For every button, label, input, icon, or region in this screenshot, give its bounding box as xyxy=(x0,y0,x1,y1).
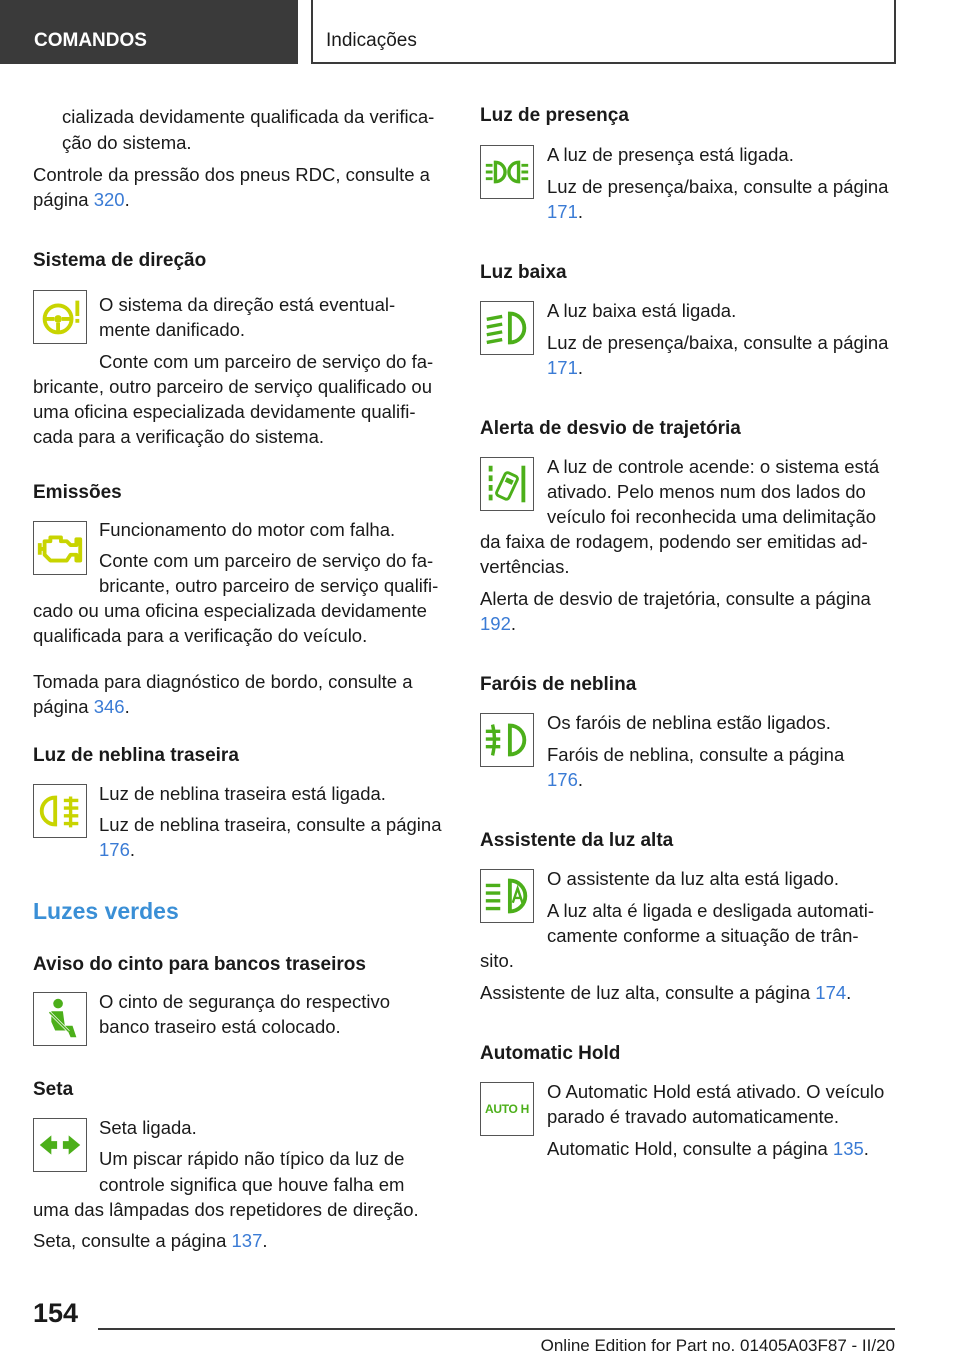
steering-heading: Sistema de direção xyxy=(33,250,207,271)
steering-text: Conte com um parceiro de serviço do fa- xyxy=(99,351,434,372)
emissions-text: Conte com um parceiro de serviço do fa- xyxy=(99,550,434,571)
turn-text: uma das lâmpadas dos repetidores de direção. xyxy=(33,1199,419,1220)
hba-ref: Assistente de luz alta, consulte a página 174. xyxy=(480,982,852,1003)
belt-text: O cinto de segurança do respectivo xyxy=(99,991,391,1012)
lane-text: veículo foi reconhecida uma delimitação xyxy=(547,506,877,527)
steering-text: O sistema da direção está eventual- xyxy=(99,294,396,315)
page-link[interactable]: 171 xyxy=(547,357,578,378)
page-link[interactable]: 192 xyxy=(480,613,511,634)
engine-icon xyxy=(33,521,87,575)
hba-text: O assistente da luz alta está ligado. xyxy=(547,868,840,889)
hba-text: camente conforme a situação de trân- xyxy=(547,925,859,946)
page-link[interactable]: 176 xyxy=(99,839,130,860)
auto-hold-icon xyxy=(480,1082,534,1136)
fog-heading: Faróis de neblina xyxy=(480,674,637,695)
lane-heading: Alerta de desvio de trajetória xyxy=(480,418,741,439)
lane-text: A luz de controle acende: o sistema está xyxy=(547,456,880,477)
turn-text: Um piscar rápido não típico da luz de xyxy=(99,1148,405,1169)
low-beam-text: Luz de presença/baixa, consulte a página xyxy=(547,332,889,353)
front-fog-icon xyxy=(480,713,534,767)
rear-fog-heading: Luz de neblina traseira xyxy=(33,745,239,766)
low-beam-heading: Luz baixa xyxy=(480,262,567,283)
turn-signal-icon xyxy=(33,1118,87,1172)
steering-warning-icon xyxy=(33,290,87,344)
turn-text: Seta ligada. xyxy=(99,1117,197,1138)
emissions-text: cado ou uma oficina especializada devidamente xyxy=(33,600,427,621)
emissions-heading: Emissões xyxy=(33,482,122,503)
obd-ref: página 346. xyxy=(33,696,130,717)
rear-fog-text: Luz de neblina traseira está ligada. xyxy=(99,783,386,804)
high-beam-assist-icon xyxy=(480,869,534,923)
fog-ref: 176. xyxy=(547,769,584,790)
low-beam-ref: 171. xyxy=(547,357,584,378)
edition-text: Online Edition for Part no. 01405A03F87 - II/20 xyxy=(540,1336,895,1355)
page-link[interactable]: 320 xyxy=(93,189,125,210)
footer-divider xyxy=(98,1328,895,1330)
auto-hold-text: O Automatic Hold está ativado. O veículo xyxy=(547,1081,885,1102)
green-lights-heading: Luzes verdes xyxy=(33,898,179,924)
auto-hold-heading: Automatic Hold xyxy=(480,1043,621,1064)
page-link[interactable]: 174 xyxy=(815,982,847,1003)
page-number: 154 xyxy=(33,1298,79,1328)
intro-line: ção do sistema. xyxy=(62,132,192,153)
low-beam-icon xyxy=(480,301,534,355)
auto-hold-text: parado é travado automaticamente. xyxy=(547,1106,840,1127)
steering-text: uma oficina especializada devidamente qualifi- xyxy=(33,401,416,422)
rear-fog-text: Luz de neblina traseira, consulte a página xyxy=(99,814,442,835)
auto-hold-ref: Automatic Hold, consulte a página 135. xyxy=(547,1138,869,1159)
hba-text: A luz alta é ligada e desligada automati- xyxy=(547,900,875,921)
page-link[interactable]: 176 xyxy=(547,769,578,790)
fog-text: Os faróis de neblina estão ligados. xyxy=(547,712,831,733)
rdc-ref: página 320. xyxy=(33,189,130,210)
steering-text: cada para a verificação do sistema. xyxy=(33,426,325,447)
section-tab xyxy=(0,0,298,64)
emissions-text: Funcionamento do motor com falha. xyxy=(99,519,396,540)
hba-heading: Assistente da luz alta xyxy=(480,830,674,851)
obd-text: Tomada para diagnóstico de bordo, consulte a xyxy=(33,671,413,692)
topic-title: Indicações xyxy=(326,30,417,51)
page-link[interactable]: 171 xyxy=(547,201,578,222)
parking-text: A luz de presença está ligada. xyxy=(547,144,794,165)
emissions-text: qualificada para a verificação do veículo. xyxy=(33,625,368,646)
lane-text: vertências. xyxy=(480,556,570,577)
section-title: COMANDOS xyxy=(34,30,147,51)
parking-heading: Luz de presença xyxy=(480,105,629,126)
lane-text: ativado. Pelo menos num dos lados do xyxy=(547,481,866,502)
rear-fog-ref: 176. xyxy=(99,839,136,860)
emissions-text: bricante, outro parceiro de serviço qualifi- xyxy=(99,575,439,596)
rear-fog-icon xyxy=(33,784,87,838)
lane-text: da faixa de rodagem, podendo ser emitidas ad- xyxy=(480,531,868,552)
intro-line: cializada devidamente qualificada da verifica- xyxy=(62,106,435,127)
page-link[interactable]: 135 xyxy=(832,1138,864,1159)
parking-light-icon xyxy=(480,145,534,199)
lane-departure-icon xyxy=(480,457,534,511)
turn-text: controle significa que houve falha em xyxy=(99,1174,405,1195)
hba-text: sito. xyxy=(480,950,514,971)
steering-text: bricante, outro parceiro de serviço qualificado ou xyxy=(33,376,433,397)
turn-ref: Seta, consulte a página 137. xyxy=(33,1230,268,1251)
fog-text: Faróis de neblina, consulte a página xyxy=(547,744,845,765)
lane-ref: 192. xyxy=(480,613,517,634)
low-beam-text: A luz baixa está ligada. xyxy=(547,300,737,321)
auto-hold-label: AUTO H xyxy=(485,1102,529,1116)
steering-text: mente danificado. xyxy=(99,319,246,340)
topic-tab xyxy=(311,0,896,64)
parking-text: Luz de presença/baixa, consulte a página xyxy=(547,176,889,197)
turn-heading: Seta xyxy=(33,1079,74,1100)
belt-heading: Aviso do cinto para bancos traseiros xyxy=(33,954,366,975)
seatbelt-icon xyxy=(33,992,87,1046)
page-link[interactable]: 137 xyxy=(231,1230,263,1251)
parking-ref: 171. xyxy=(547,201,584,222)
rdc-text: Controle da pressão dos pneus RDC, consulte a xyxy=(33,164,430,185)
lane-text: Alerta de desvio de trajetória, consulte a página xyxy=(480,588,871,609)
page-link[interactable]: 346 xyxy=(93,696,125,717)
belt-text: banco traseiro está colocado. xyxy=(99,1016,341,1037)
